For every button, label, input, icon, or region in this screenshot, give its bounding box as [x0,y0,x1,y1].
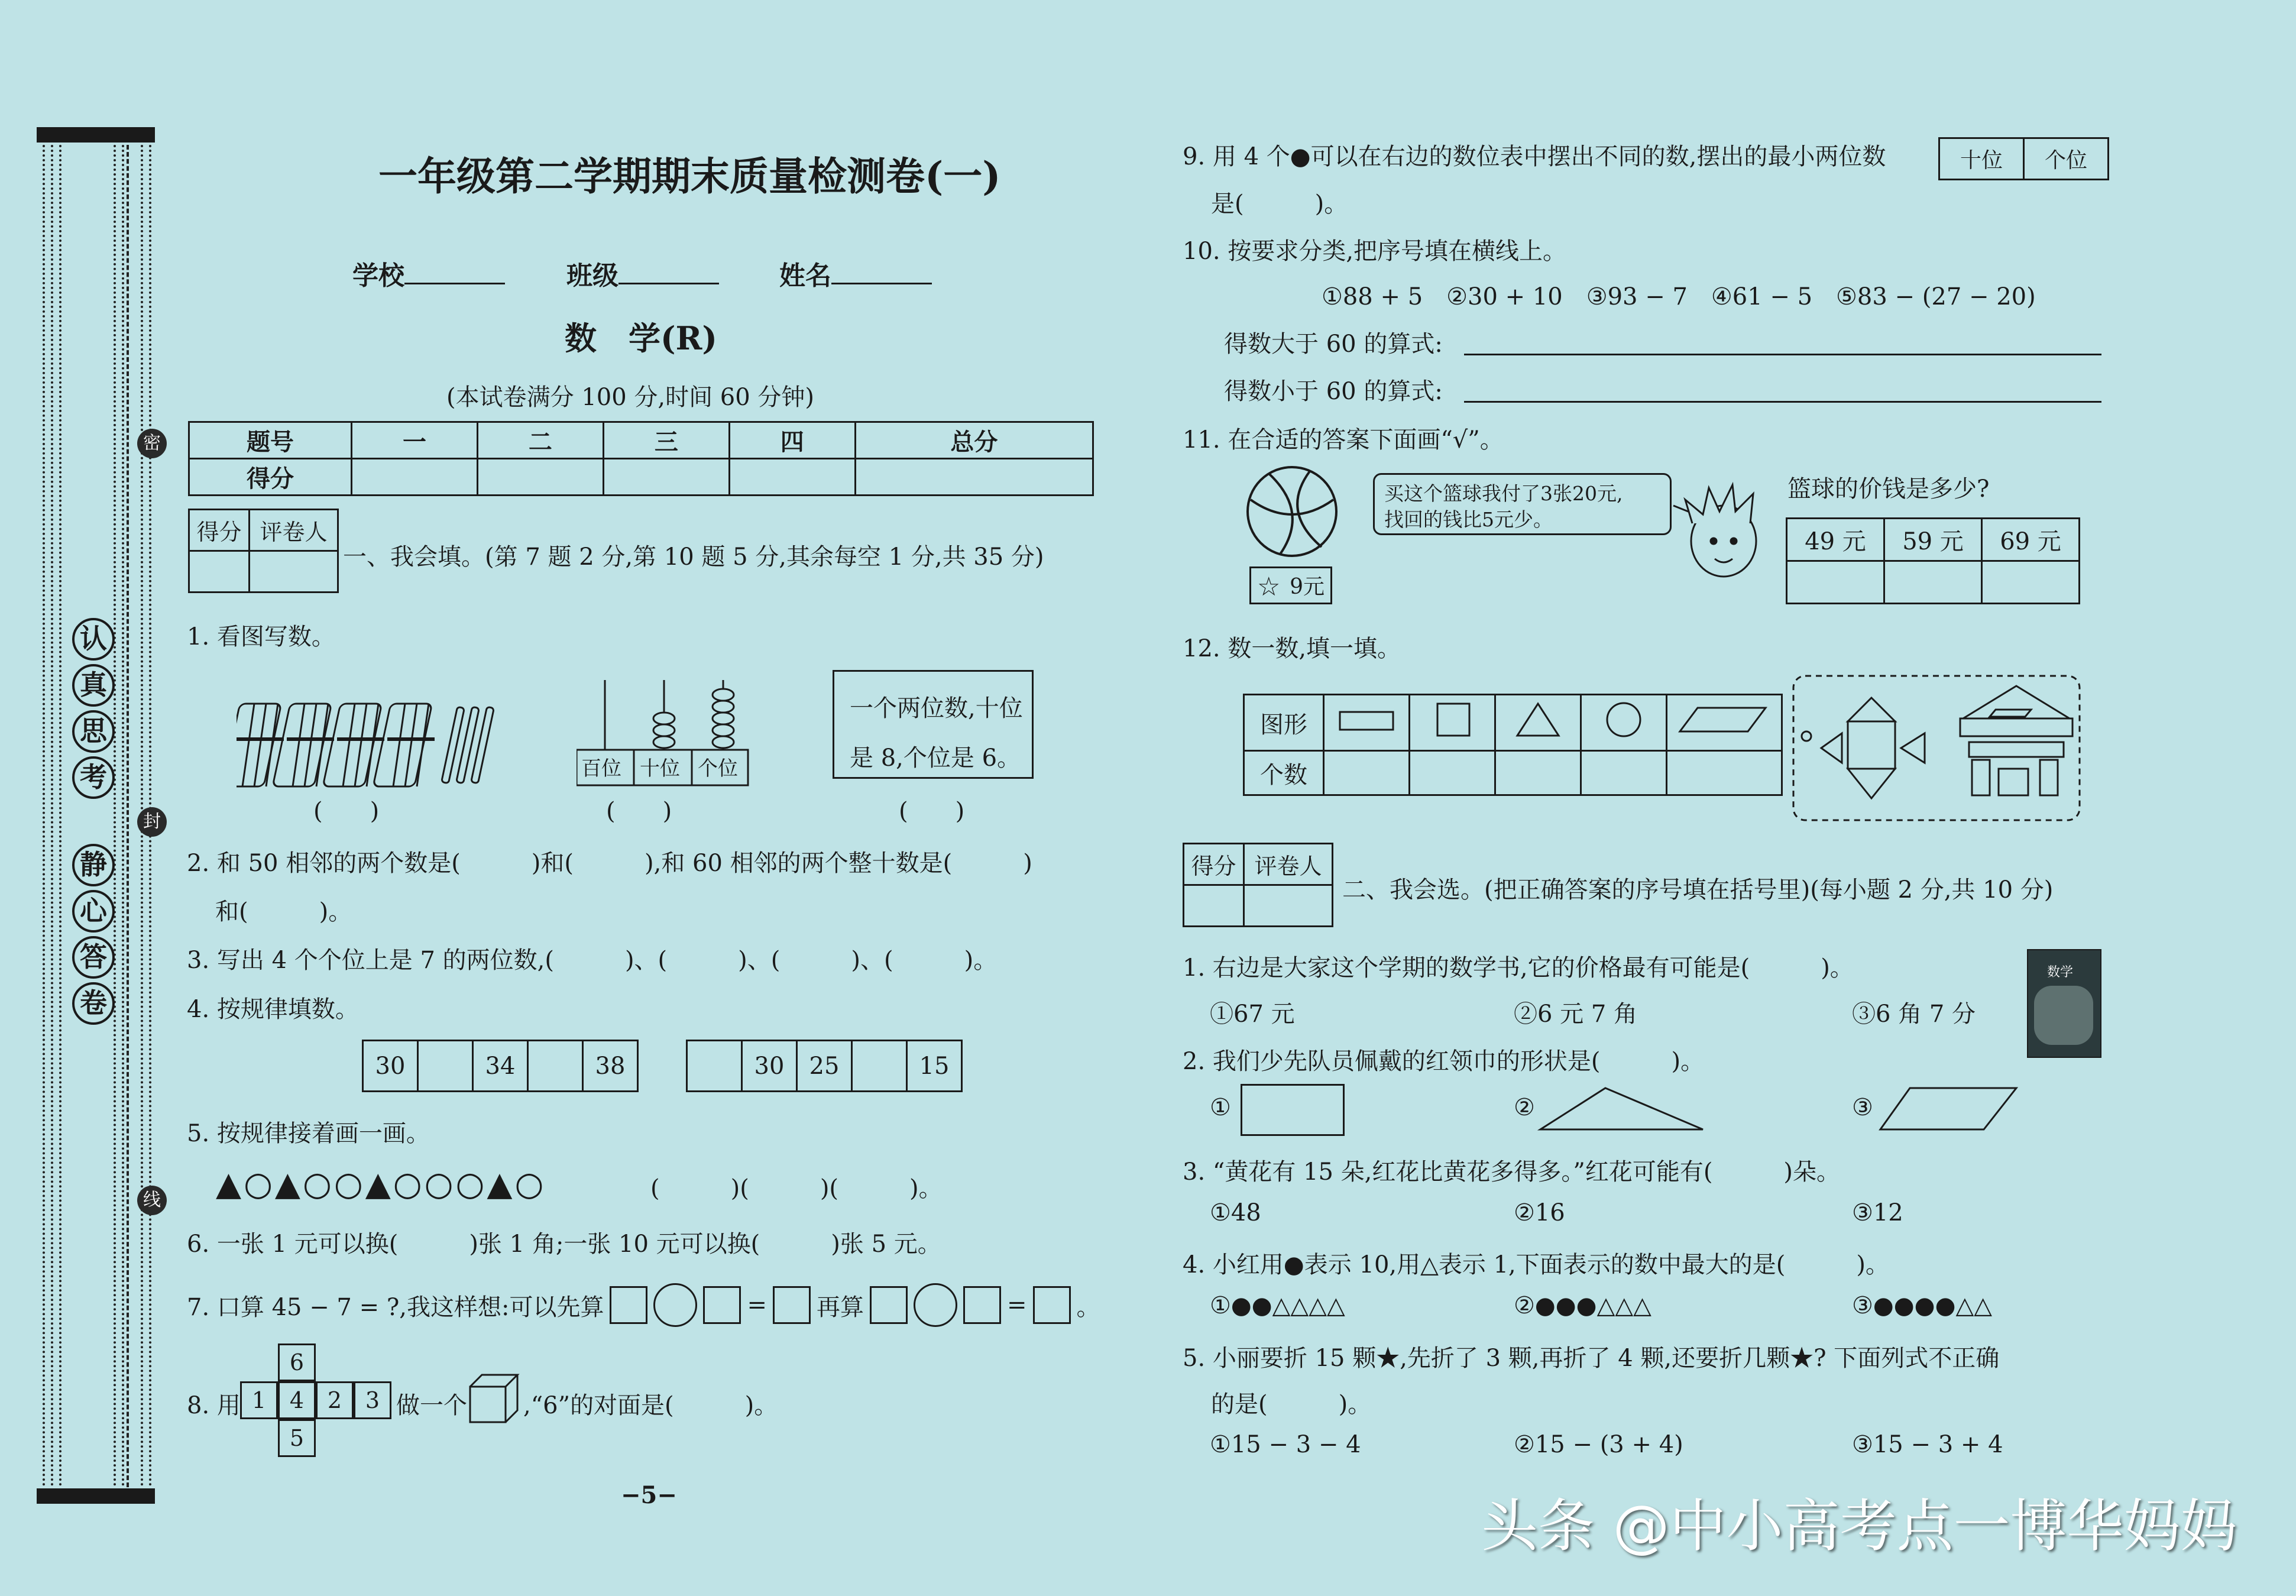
seq-cell[interactable]: 38 [583,1041,638,1092]
binding-dots [43,145,50,1487]
q11-question: 篮球的价钱是多少? [1787,475,1990,503]
motto-char: 思 [72,710,115,753]
q1-riddle-box [833,670,1034,779]
s3-option[interactable]: ③12 [1852,1199,1903,1226]
q12-shape-figures [1792,674,2081,822]
count-cell[interactable] [1667,751,1782,795]
q4-sequence-1 [362,1040,639,1092]
grader-label: 评卷人 [1244,844,1333,885]
class-field[interactable] [566,254,719,292]
q1-text: 1. 看图写数。 [187,623,335,650]
s2-option[interactable]: ③ [1852,1094,1873,1121]
score-cell[interactable] [855,459,1093,496]
stick-bundle-1 [237,704,284,786]
price-option: 69 元 [1982,519,2080,561]
parallelogram-option-icon [1877,1085,2019,1132]
binding-dots [59,145,66,1487]
q8-text-3: ,“6”的对面是( )。 [523,1392,778,1419]
net-face: 5 [278,1419,316,1457]
section2-heading: 二、我会选。(把正确答案的序号填在括号里)(每小题 2 分,共 10 分) [1342,876,2054,904]
price-tag-value: 9元 [1290,575,1325,599]
motto-char: 考 [72,756,115,799]
grader-cell[interactable] [1244,885,1333,927]
q7-box[interactable] [1033,1286,1071,1324]
q8-text-2: 做一个 [396,1392,467,1419]
seq-cell[interactable] [418,1041,473,1092]
q7-equals: = [1006,1291,1027,1319]
triangle-option-icon [1537,1085,1709,1132]
q7-box[interactable] [963,1286,1001,1324]
binding-dots [114,145,121,1487]
check-cell[interactable] [1884,561,1982,604]
book-cover-art [2034,986,2093,1045]
binding-dots [51,145,58,1487]
section1-heading: 一、我会填。(第 7 题 2 分,第 10 题 5 分,其余每空 1 分,共 35 分) [343,543,1044,571]
q9-text-cont: 是( )。 [1211,190,1348,218]
grader-label: 评卷人 [250,510,338,551]
score-cell[interactable] [477,459,603,496]
exam-title: 一年级第二学期期末质量检测卷(一) [378,153,1001,199]
shape-parallelogram-icon [1667,695,1782,751]
name-field[interactable] [779,254,932,292]
stick-bundles [237,692,509,792]
q12-row-label: 图形 [1244,695,1324,751]
grader-cell[interactable] [1184,885,1244,927]
s5-text-cont: 的是( )。 [1211,1391,1372,1418]
speech-bubble [1373,473,1672,535]
q7-text-2: 再算 [816,1293,864,1321]
q5-blanks[interactable]: ( )( )( )。 [650,1175,943,1202]
q10-greater-answer-line[interactable] [1464,354,2101,355]
net-face: 4 [278,1381,316,1419]
q9-text: 9. 用 4 个●可以在右边的数位表中摆出不同的数,摆出的最小两位数 [1183,143,1886,170]
boy-icon [1667,476,1768,594]
place-label: 个位 [2024,138,2109,180]
school-label: 学校 [352,261,404,291]
score-header: 三 [603,422,729,459]
score-header: 总分 [855,422,1093,459]
s4-option[interactable]: ②●●●△△△ [1514,1292,1651,1319]
star-icon: ☆ [1257,572,1281,602]
fish-figure [1802,698,1925,798]
q10-greater-label: 得数大于 60 的算式: [1224,331,1443,358]
net-face: 3 [354,1381,391,1419]
loose-sticks [442,707,494,784]
s3-option[interactable]: ①48 [1210,1199,1261,1226]
score-header: 题号 [189,422,352,459]
motto-char: 真 [72,664,115,707]
s5-text: 5. 小丽要折 15 颗★,先折了 3 颗,再折了 4 颗,还要折几颗★? 下面列式不正确 [1183,1345,2000,1372]
s1-option[interactable]: ②6 元 7 角 [1514,1001,1638,1028]
score-cell[interactable] [352,459,478,496]
seal-xian: 线 [137,1186,167,1215]
q7-equals: = [747,1291,767,1319]
seq-cell[interactable] [687,1041,742,1092]
seq-cell[interactable]: 15 [907,1041,962,1092]
price-tag [1249,566,1332,604]
s2-option[interactable]: ① [1210,1094,1231,1121]
shape-square-icon [1410,695,1495,751]
q5-text: 5. 按规律接着画一画。 [187,1120,430,1147]
motto-char: 答 [72,936,115,979]
q6-text: 6. 一张 1 元可以换( )张 1 角;一张 10 元可以换( )张 5 元。 [187,1231,941,1258]
q2-text: 2. 和 50 相邻的两个数是( )和( ),和 60 相邻的两个整十数是( ) [187,850,1032,877]
watermark: 头条 @中小高考点一博华妈妈 [1481,1493,2237,1559]
count-cell[interactable] [1324,751,1410,795]
abacus-label: 百位 [581,757,621,781]
q1-riddle-line: 是 8,个位是 6。 [850,744,1021,772]
s3-text: 3. “黄花有 15 朵,红花比黄花多得多。”红花可能有( )朵。 [1183,1158,1841,1186]
q7-text: 7. 口算 45 − 7 = ?,我这样想:可以先算 [187,1293,604,1321]
name-label: 姓名 [779,261,831,291]
q10-items: ①88 + 5 ②30 + 10 ③93 − 7 ④61 − 5 ⑤83 − (27 − 20) [1322,283,2036,310]
seal-feng: 封 [137,807,167,837]
q1-blank-1[interactable]: ( ) [313,798,380,825]
page-number: −5− [621,1481,677,1509]
s1-text: 1. 右边是大家这个学期的数学书,它的价格最有可能是( )。 [1183,954,1854,982]
price-option: 59 元 [1884,519,1982,561]
cube-icon [467,1372,526,1425]
seq-cell[interactable]: 30 [363,1041,418,1092]
seq-cell[interactable] [852,1041,907,1092]
q7-line [187,1283,1100,1327]
binding-strip [37,127,161,1505]
score-header: 一 [352,422,478,459]
binding-dash [127,145,129,1487]
price-option: 49 元 [1787,519,1884,561]
s5-option[interactable]: ②15 − (3 + 4) [1514,1431,1683,1458]
net-face: 6 [278,1344,316,1381]
q2-text-cont: 和( )。 [215,898,352,925]
motto-char: 认 [72,618,115,661]
s4-option[interactable]: ①●●△△△△ [1210,1292,1345,1319]
grader-box-1 [188,509,339,593]
q7-operator-circle[interactable] [914,1283,957,1327]
grader-cell[interactable] [250,551,338,593]
q12-count-table [1243,694,1783,796]
motto-char: 静 [72,844,115,886]
q1-riddle-line: 一个两位数,十位 [850,695,1023,722]
house-figure [1960,686,2072,795]
seal-mi: 密 [137,429,167,458]
q7-box[interactable] [870,1286,908,1324]
score-row-label: 得分 [189,459,352,496]
q12-text: 12. 数一数,填一填。 [1183,635,1401,662]
q7-box[interactable] [773,1286,811,1324]
grader-box-2 [1183,843,1333,927]
rectangle-option-icon [1241,1084,1345,1136]
count-cell[interactable] [1495,751,1581,795]
q10-less-label: 得数小于 60 的算式: [1224,378,1443,405]
bubble-line: 找回的钱比5元少。 [1384,508,1553,531]
q4-text: 4. 按规律填数。 [187,996,359,1023]
class-label: 班级 [566,261,618,291]
score-cell[interactable] [729,459,855,496]
net-face: 1 [240,1381,278,1419]
q4-sequence-2 [686,1040,963,1092]
s5-option[interactable]: ③15 − 3 + 4 [1852,1431,2003,1458]
q5-shape-pattern: ▲○▲○○▲○○○▲○ [216,1165,546,1203]
q3-text: 3. 写出 4 个个位上是 7 的两位数,( )、( )、( )、( )。 [187,947,998,974]
abacus-label: 个位 [698,757,738,781]
q7-operator-circle[interactable] [653,1283,697,1327]
score-header: 二 [477,422,603,459]
s4-option[interactable]: ③●●●●△△ [1852,1292,1992,1319]
abacus-label: 十位 [640,757,680,781]
seq-cell[interactable]: 30 [742,1041,797,1092]
q7-end: 。 [1076,1293,1100,1321]
score-cell[interactable] [603,459,729,496]
cube-net [240,1344,394,1456]
seq-cell[interactable]: 34 [473,1041,528,1092]
binding-top-bar [37,127,155,143]
school-field[interactable] [352,254,505,292]
grader-score-label: 得分 [1184,844,1244,885]
shape-rectangle-icon [1324,695,1410,751]
s2-text: 2. 我们少先队员佩戴的红领巾的形状是( )。 [1183,1048,1705,1075]
exam-note: (本试卷满分 100 分,时间 60 分钟) [446,384,815,411]
motto-char: 卷 [72,982,115,1025]
net-face: 2 [316,1381,354,1419]
stick-bundle-4 [373,704,435,786]
s5-option[interactable]: ①15 − 3 − 4 [1210,1431,1361,1458]
q7-box[interactable] [703,1286,741,1324]
binding-bottom-bar [37,1488,155,1504]
s1-option[interactable]: ①67 元 [1210,1001,1295,1028]
q9-place-table [1938,137,2109,180]
q1-blank-3[interactable]: ( ) [899,798,965,825]
grader-cell[interactable] [189,551,250,593]
math-book-image [2027,949,2101,1058]
check-cell[interactable] [1787,561,1884,604]
shape-triangle-icon [1495,695,1581,751]
subject-title: 数 学(R) [565,319,717,357]
seq-cell[interactable]: 25 [797,1041,852,1092]
s2-option[interactable]: ② [1514,1094,1535,1121]
s4-text: 4. 小红用●表示 10,用△表示 1,下面表示的数中最大的是( )。 [1183,1251,1889,1278]
q10-less-answer-line[interactable] [1464,401,2101,403]
q10-text: 10. 按要求分类,把序号填在横线上。 [1183,238,1567,265]
score-table [188,421,1094,496]
seq-cell[interactable] [528,1041,583,1092]
motto-char: 心 [72,890,115,933]
book-title: 数学 [2047,965,2074,980]
shape-circle-icon [1581,695,1667,751]
count-cell[interactable] [1410,751,1495,795]
check-cell[interactable] [1982,561,2080,604]
grader-score-label: 得分 [189,510,250,551]
q8-text: 8. 用 [187,1392,241,1419]
q7-box[interactable] [610,1286,647,1324]
place-label: 十位 [1939,138,2024,180]
bubble-line: 买这个篮球我付了3张20元, [1384,482,1623,505]
s3-option[interactable]: ②16 [1514,1199,1565,1226]
count-cell[interactable] [1581,751,1667,795]
q1-blank-2[interactable]: ( ) [606,798,672,825]
score-header: 四 [729,422,855,459]
q12-row-label: 个数 [1244,751,1324,795]
q11-text: 11. 在合适的答案下面画“√”。 [1183,426,1504,454]
q11-options-table [1786,517,2080,604]
s1-option[interactable]: ③6 角 7 分 [1852,1001,1976,1028]
basketball-icon [1245,464,1342,562]
